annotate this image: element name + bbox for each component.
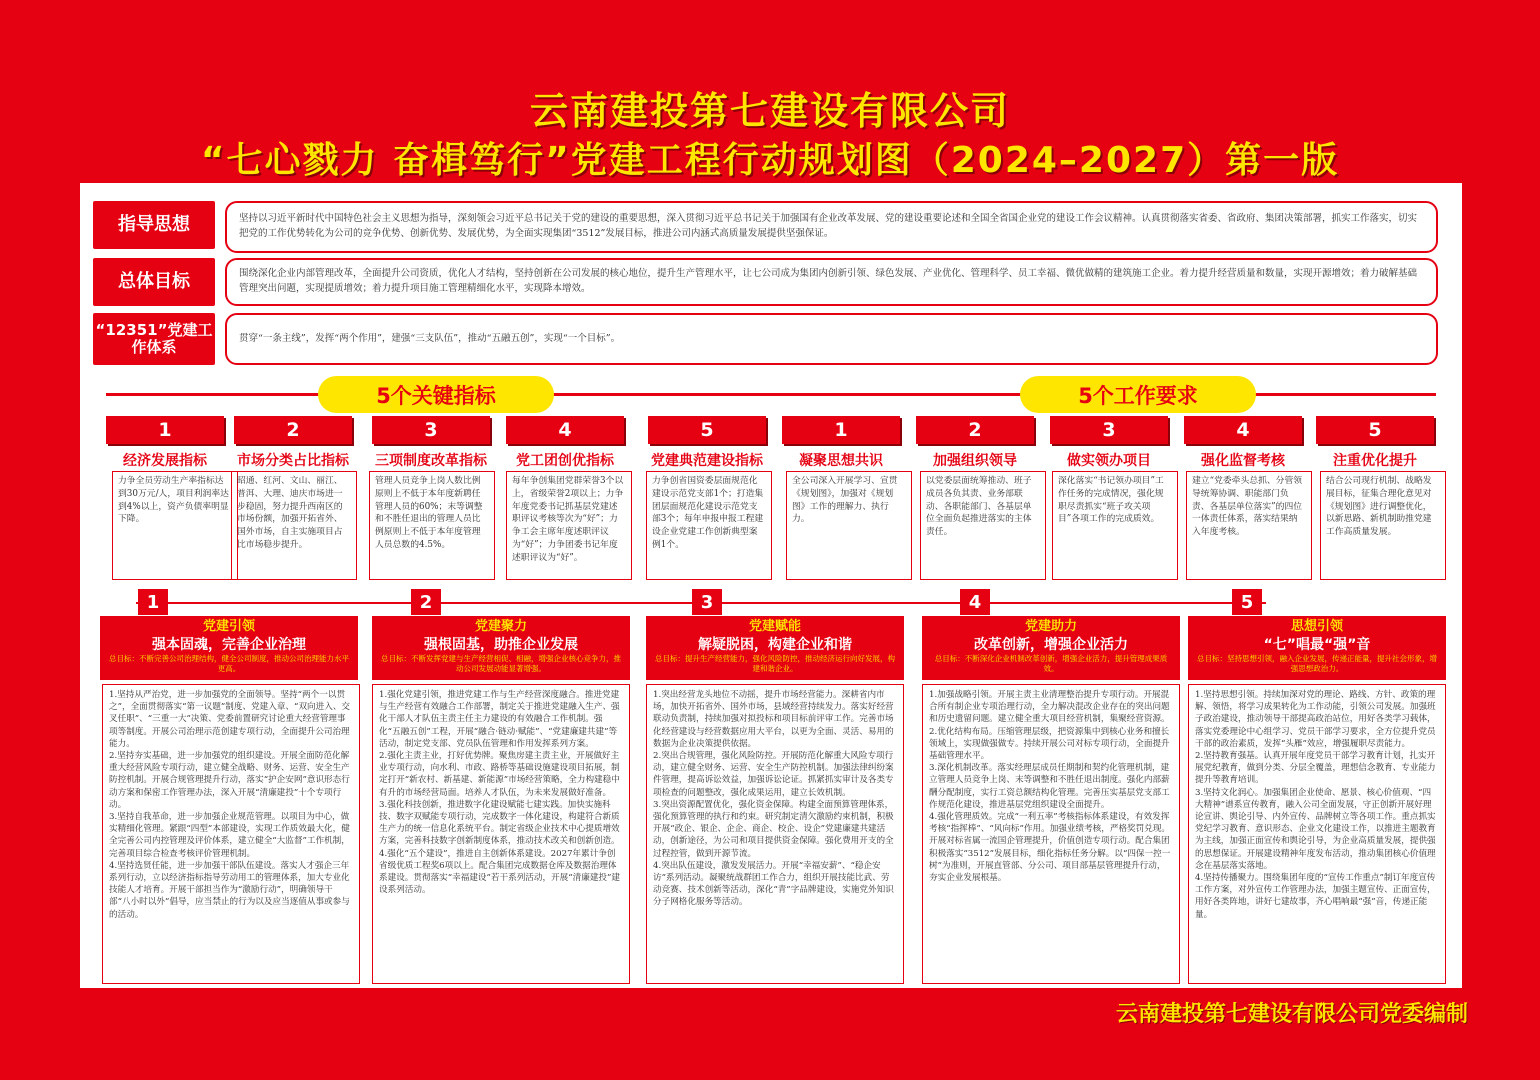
indicator-num-2: 2 [234, 416, 352, 444]
page-title-line1: 云南建投第七建设有限公司 [529, 89, 1010, 133]
guide-label-system: “12351”党建工作体系 [93, 313, 215, 365]
bottom-line1-1: 党建引领 [202, 619, 255, 634]
bottom-num-4: 4 [960, 589, 990, 615]
indicator-text-1: 力争全员劳动生产率指标达到30万元/人，项目利润率达到4%以上，资产负债率明显下降。 [112, 471, 238, 580]
bottom-body-2: 1.强化党建引领，推进党建工作与生产经营深度融合。推进党建与生产经营有效融合工作部署，制定关于推进党建融入生产、强化干部人才队伍主责主任主力建设的有效融合工作机制。强化“五融五创”工程，开展“融合·链动·赋能”、“党建廉建共建”等活动，制定党支部、党员队伍管理和作用发挥系列方案。 2.强化主责主业，打好优势牌。聚焦房建主责主业，开展做好主业专项行动，向水利、市政、路桥等基础设施建设项目拓展，制定打开“新农村、新基建、新能源”市场经营策略，全力构建稳中有升的市场经营局面。培养人才队伍，为未来发展做好准备。 3.强化科技创新，推进数字化建设赋能七建实践。加快实施科技、数字双赋能专项行动，完成数字一体化建设，构建符合新质生产力的统一信息化系统平台。制定省级企业技术中心提质增效方案，完善科技数字创新制度体系，推动技术改关和创新创造。 4.强化“五个建设”，推进自主创新体系建设。2027年累计争创省级优质工程奖6项以上。配合集团完成数据仓库及数据治理体系建设。贯彻落实“幸福建设”若干系列活动，开展“清廉建投”建设系列活动。 [372, 684, 630, 984]
guide-text-goal: 围绕深化企业内部管理改革，全面提升公司资质，优化人才结构，坚持创新在公司发展的核心地位，提升生产管理水平，让七公司成为集团内创新引领、绿色发展、产业优化、管理科学、员工幸福、微优做精的建筑施工企业。着力提升经营质量和数量，实现开源增效；着力破解基础管理突出问题，实现提质增效；着力提升项目施工管理精细化水平，实现降本增效。 [225, 258, 1438, 306]
bottom-goal-4: 总目标：不断深化企业机制改革创新，增强企业活力，提升管理成果质效。 [934, 654, 1168, 673]
bottom-goal-5: 总目标：坚持思想引领，融入企业发展，传递正能量，提升社会形象，增强思想政治力。 [1197, 654, 1437, 673]
bottom-header-2 [372, 616, 630, 680]
indicator-num-4: 4 [506, 416, 624, 444]
indicators-heading: 5个关键指标 [318, 376, 554, 413]
indicator-text-3: 管理人员竞争上岗人数比例原则上不低于本年度新聘任管理人员的60%；末等调整和不胜任退出的管理人员比例原则上不低于本年度管理人员总数的4.5%。 [369, 471, 495, 580]
indicator-title-2: 市场分类占比指标 [237, 453, 349, 469]
requirement-num-5: 5 [1316, 416, 1434, 444]
requirement-title-2: 加强组织领导 [933, 453, 1017, 469]
guide-label-ideology: 指导思想 [93, 201, 215, 249]
bottom-body-5: 1.坚持思想引领。持续加深对党的理论、路线、方针、政策的理解、领悟，将学习成果转化为工作动能，引领公司发展。加强班子政治建设，推动领导干部提高政治站位，用好各类学习载体，落实党委理论中心组学习、党员干部学习要求，全方位提升党员干部的政治素质，发挥“头雁”效应，增强履职尽责能力。 2.坚持教育强基。认真开展年度党员干部学习教育计划，扎实开展党纪教育，做到分类、分层全覆盖，理想信念教育、专业能力提升等教育培训。 3.坚持文化润心。加强集团企业使命、愿景、核心价值观、“四大精神”谱系宣传教育，融入公司全面发展，守正创新开展好理论宣讲、舆论引导、内外宣传、品牌树立等各项工作。重点抓实党纪学习教育、意识形态、企业文化建设工作，以推进主题教育为主线，加强正面宣传和舆论引导，为企业高质量发展，提供强的思想保证。开展建设精神年度发布活动，推动集团核心价值理念在基层落实落地。 4.坚持传播聚力。围绕集团年度的“宣传工作重点”制订年度宣传工作方案，对外宣传工作管理办法，加强主题宣传、正面宣传，用好各类阵地，讲好七建故事，齐心唱响最“强”音，传递正能量。 [1188, 684, 1446, 984]
requirement-text-2: 以党委层面统筹推动、班子成员各负其责、业务部联动、各职能部门、各基层单位全面负起推进落实的主体责任。 [920, 471, 1046, 580]
bottom-goal-2: 总目标：不断发挥党建与生产经营相促、相融，增强企业核心竞争力，推动公司发展动能显著增强。 [381, 654, 621, 673]
bottom-body-1: 1.坚持从严治党，进一步加强党的全面领导。坚持“两个一以贯之”，全面贯彻落实“第一议题”制度、党建入章、“双向进入、交叉任职”、“三重一大”决策、党委前置研究讨论重大经营管理事项等制度。开展公司治理示范创建专项行动，全面提升公司治理能力。 2.坚持夯实基础，进一步加强党的组织建设。开展全面防范化解重大经营风险专项行动，建立健全战略、财务、运营、安全生产防控机制。开展合规管理提升行动，落实“护企安网”意识形态行动方案和保密工作管理办法，深入开展“清廉建投”十个专项行动。 3.坚持自我革命，进一步加强企业规范管理。以项目为中心，做实精细化管理。紧跟“四型”本部建设，实现工作质效最大化，健全完善公司内控管理及评价体系，建立健全“大监督”工作机制，完善项目综合检查考核评价管理机制。 4.坚持选贤任能，进一步加强干部队伍建设。落实人才强企三年系列行动，立以经济指标指导劳动用工的管理体系，加大专业化技能人才培育。开展干部担当作为“激励行动”，明确领导干部“八小时以外”倡导，应当禁止的行为以及应当逐值从事或参与的活动。 [102, 684, 360, 984]
page-title-line2: “七心戮力 奋楫笃行”党建工程行动规划图（2024–2027）第一版 [200, 140, 1340, 181]
indicator-text-5: 力争创省国资委层面规范化建设示范党支部1个；打造集团层面规范化建设示范党支部3个；每年申报申报工程建设企业党建工作创新典型案例1个。 [646, 471, 772, 580]
bottom-line2-2: 强根固基，助推企业发展 [424, 636, 578, 653]
bottom-line2-3: 解疑脱困，构建企业和谐 [698, 636, 852, 653]
requirement-text-4: 建立“党委牵头总抓、分管领导统筹协调、职能部门负责、各基层单位落实”的四位一体责任体系，落实结果纳入年度考核。 [1186, 471, 1312, 580]
bottom-line1-3: 党建赋能 [748, 619, 801, 634]
bottom-header-3 [646, 616, 904, 680]
indicator-num-3: 3 [372, 416, 490, 444]
bottom-num-3: 3 [692, 589, 722, 615]
indicator-num-5: 5 [648, 416, 766, 444]
requirement-text-1: 全公司深入开展学习、宣贯《规划图》，加强对《规划图》工作的理解力、执行力。 [786, 471, 912, 580]
bottom-header-1 [100, 616, 358, 680]
requirement-text-5: 结合公司现行机制、战略发展目标，征集合理化意见对《规划图》进行调整优化，以新思路、新机制助推党建工作高质量发展。 [1320, 471, 1446, 580]
bottom-line2-1: 强本固魂，完善企业治理 [152, 636, 306, 653]
indicator-text-4: 每年争创集团党群荣誉3个以上，省级荣誉2项以上；力争年度党委书记抓基层党建述职评议考核等次为“好”；力争工会主席年度述职评议为“好”；力争团委书记年度述职评议为“好”。 [506, 471, 632, 580]
bottom-line1-2: 党建聚力 [474, 619, 527, 634]
requirement-title-4: 强化监督考核 [1201, 453, 1285, 469]
bottom-body-3: 1.突出经营龙头地位不动摇，提升市场经营能力。深耕省内市场，加快开拓省外、国外市场，县域经营持续发力。落实好经营联动负责制，持续加强对拟投标和项目标前评审工作。完善市场化经营建设与经营数据应用大平台，以更为全面、灵活、易用的数据为企业决策提供依据。 2.突出合规管理，强化风险防控。开展防范化解重大风险专项行动，建立健全财务、运营、安全生产防控机制。加强法律纠纷案件管理，提高诉讼效益，加强诉讼论证。抓紧抓实审计及各类专项检查的问题整改，强化成果运用，建立长效机制。 3.突出资源配置优化，强化资金保障。构建全面预算管理体系，强化预算管理的执行和约束。研究制定清欠激励约束机制，积极开展“政企、银企、企企、商企、校企、设企”党建廉建共建活动，创新途径，为公司和项目提供资金保障。强化费用开支的全过程控管，做到开源节流。 4.突出队伍建设，激发发展活力。开展“幸福安薪”、“稳企安访”系列活动。凝聚统战群团工作合力，组织开展技能比武、劳动竞赛、技术创新等活动，深化“青”字品牌建设，实施党外知识分子网格化服务等活动。 [646, 684, 904, 984]
bottom-header-4 [922, 616, 1180, 680]
guide-label-goal: 总体目标 [93, 258, 215, 306]
bottom-goal-3: 总目标：提升生产经营能力，强化风险防控，推动经济运行向好发展，构建和谐企业。 [655, 654, 895, 673]
indicator-title-3: 三项制度改革指标 [375, 453, 487, 469]
bottom-line2-5: “七”唱最“强”音 [1263, 636, 1371, 653]
indicator-title-4: 党工团创优指标 [516, 453, 614, 469]
indicator-title-1: 经济发展指标 [123, 453, 207, 469]
requirement-title-5: 注重优化提升 [1333, 453, 1417, 469]
bottom-line1-4: 党建助力 [1024, 619, 1077, 634]
bottom-line2-4: 改革创新，增强企业活力 [974, 636, 1128, 653]
indicator-text-2: 昭通、红河、文山、丽江、普洱、大理、迪庆市场进一步稳固，努力提升西南区的市场份额，加强开拓省外、国外市场，自主实施项目占比市场稳步提升。 [231, 471, 357, 580]
bottom-num-5: 5 [1232, 589, 1262, 615]
bottom-num-1: 1 [138, 589, 168, 615]
guide-text-ideology: 坚持以习近平新时代中国特色社会主义思想为指导，深刻领会习近平总书记关于党的建设的重要思想，深入贯彻习近平总书记关于加强国有企业改革发展、党的建设重要论述和全国全省国企业党的建设工作会议精神。认真贯彻落实省委、省政府、集团决策部署，抓实工作落实，切实把党的工作优势转化为公司的竞争优势、创新优势、发展优势，为全面实现集团“3512”发展目标，推进公司内涵式高质量发展提供坚强保证。 [225, 201, 1438, 253]
bottom-line1-5: 思想引领 [1290, 619, 1343, 634]
footer-credit: 云南建投第七建设有限公司党委编制 [1115, 1002, 1468, 1027]
requirement-num-3: 3 [1050, 416, 1168, 444]
bottom-goal-1: 总目标：不断完善公司治理结构，健全公司制度，推动公司治理能力水平更高。 [109, 654, 349, 673]
bottom-header-5 [1188, 616, 1446, 680]
requirement-title-3: 做实领办项目 [1067, 453, 1151, 469]
requirement-text-3: 深化落实“书记领办项目”工作任务的完成情况，强化规职尽责抓实“班子攻关项目”各项工作的完成质效。 [1052, 471, 1178, 580]
indicator-num-1: 1 [106, 416, 224, 444]
bottom-num-2: 2 [411, 589, 441, 615]
guide-text-system: 贯穿“一条主线”，发挥“两个作用”，建强“三支队伍”，推动“五融五创”，实现“一个目标”。 [225, 313, 1438, 365]
requirements-heading: 5个工作要求 [1020, 376, 1256, 413]
indicator-title-5: 党建典范建设指标 [651, 453, 763, 469]
bottom-body-4: 1.加强战略引领。开展主责主业清理整治提升专项行动。开展混合所有制企业专项治理行动，全力解决混改企业存在的突出问题和历史遗留问题。建立健全重大项目经营机制，集聚经营资源。 2.优化结构布局。压缩管理层级，把资源集中到核心业务和擅长领域上，实现做强做专。持续开展公司对标专项行动，全面提升基础管理水平。 3.深化机制改革。落实经理层成员任期制和契约化管理机制，建立管理人员竞争上岗、末等调整和不胜任退出制度。强化内部薪酬分配制度，实行工资总额结构化管理。完善压实基层党支部工作规范化建设，推进基层党组织建设全面提升。 4.强化管理质效。完成“一利五率”考核指标体系建设，有效发挥考核“指挥棒”、“风向标”作用。加强业绩考核，严格奖罚兑现。开展对标省属一流国企管理提升，价值创造专项行动。配合集团积极落实“3512”发展目标，细化指标任务分解。以“四保一控一树”为准则，开展直管部、分公司、项目部基层管理提升行动，夯实企业发展根基。 [922, 684, 1180, 984]
requirement-num-2: 2 [916, 416, 1034, 444]
requirement-num-1: 1 [782, 416, 900, 444]
requirement-num-4: 4 [1184, 416, 1302, 444]
requirement-title-1: 凝聚思想共识 [799, 453, 883, 469]
